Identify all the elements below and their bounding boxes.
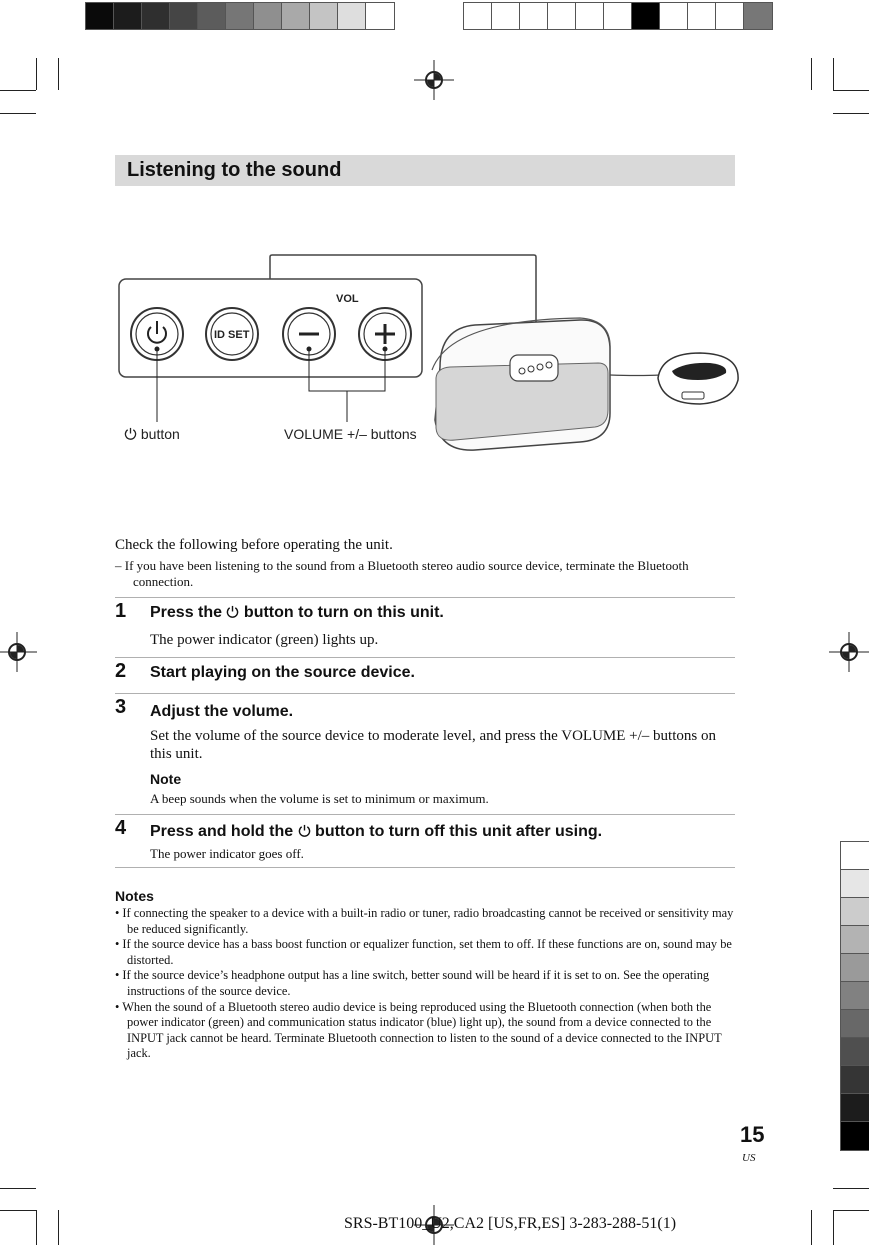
color-swatch bbox=[114, 3, 142, 29]
step-1 bbox=[115, 597, 735, 658]
color-swatch bbox=[744, 3, 772, 29]
color-swatch bbox=[338, 3, 366, 29]
note-item: • If the source device has a bass boost function or equalizer function, set them to off. If these functions are on, sound may be distorted. bbox=[115, 937, 732, 967]
power-button-caption-text: button bbox=[140, 426, 180, 442]
power-icon bbox=[124, 427, 137, 440]
step-heading: Press the button to turn on this unit. bbox=[150, 604, 444, 621]
intro-lead: Check the following before operating the unit. bbox=[115, 537, 393, 553]
step-body: Set the volume of the source device to moderate level, and press the VOLUME +/– buttons on this unit. bbox=[150, 728, 716, 762]
calibration-bar-right bbox=[463, 2, 773, 30]
print-footer: SRS-BT100_U2,CA2 [US,FR,ES] 3-283-288-51(1) bbox=[344, 1215, 677, 1232]
page-number: 15 bbox=[740, 1122, 765, 1147]
calibration-bar-left bbox=[85, 2, 395, 30]
step-number: 1 bbox=[115, 600, 127, 622]
speaker-unit bbox=[432, 318, 610, 450]
vol-label: VOL bbox=[336, 293, 359, 305]
color-swatch bbox=[841, 898, 869, 926]
note-item: • If connecting the speaker to a device with a built-in radio or tuner, radio broadcasting cannot be received or sensitivity may be reduced significantly. bbox=[115, 906, 734, 936]
step-number: 3 bbox=[115, 696, 127, 718]
color-swatch bbox=[576, 3, 604, 29]
steps-end-rule bbox=[115, 867, 735, 868]
step-heading: Press and hold the button to turn off this unit after using. bbox=[150, 823, 603, 840]
color-swatch bbox=[660, 3, 688, 29]
color-swatch bbox=[632, 3, 660, 29]
power-button-caption bbox=[124, 426, 180, 442]
color-swatch bbox=[841, 954, 869, 982]
color-swatch bbox=[716, 3, 744, 29]
registration-mark-right bbox=[829, 632, 869, 672]
volume-buttons-caption: VOLUME +/– buttons bbox=[284, 426, 417, 442]
color-swatch bbox=[492, 3, 520, 29]
color-swatch bbox=[604, 3, 632, 29]
registration-mark-top bbox=[414, 60, 454, 100]
step-number: 2 bbox=[115, 660, 127, 682]
speaker-illustration bbox=[110, 250, 760, 460]
color-swatch bbox=[841, 1066, 869, 1094]
color-swatch bbox=[841, 1094, 869, 1122]
color-swatch bbox=[282, 3, 310, 29]
section-title: Listening to the sound bbox=[115, 155, 735, 186]
color-swatch bbox=[841, 842, 869, 870]
step-note-text: A beep sounds when the volume is set to minimum or maximum. bbox=[150, 791, 489, 806]
step-4 bbox=[115, 814, 735, 868]
color-swatch bbox=[841, 870, 869, 898]
step-heading: Start playing on the source device. bbox=[150, 664, 415, 681]
power-icon bbox=[226, 605, 239, 618]
color-swatch bbox=[254, 3, 282, 29]
color-swatch bbox=[464, 3, 492, 29]
note-item: • If the source device’s headphone output has a line switch, better sound will be heard if it is set to on. See the operating instructions of the source device. bbox=[115, 968, 710, 998]
color-swatch bbox=[198, 3, 226, 29]
color-swatch bbox=[841, 1010, 869, 1038]
color-swatch bbox=[310, 3, 338, 29]
color-swatch bbox=[226, 3, 254, 29]
color-swatch bbox=[366, 3, 394, 29]
color-swatch bbox=[548, 3, 576, 29]
color-swatch bbox=[688, 3, 716, 29]
id-set-label: ID SET bbox=[214, 329, 250, 341]
step-2 bbox=[115, 657, 735, 694]
intro-dash-item: – If you have been listening to the sound from a Bluetooth stereo audio source device, terminate the Bluetooth connection. bbox=[115, 558, 689, 589]
step-note-label: Note bbox=[150, 771, 182, 787]
registration-mark-left bbox=[0, 632, 37, 672]
step-body: The power indicator (green) lights up. bbox=[150, 632, 379, 648]
calibration-bar-side bbox=[840, 841, 869, 1151]
color-swatch bbox=[86, 3, 114, 29]
id-set-button bbox=[206, 308, 258, 360]
intro bbox=[115, 537, 735, 590]
notes-list bbox=[115, 906, 737, 1062]
power-icon bbox=[298, 824, 311, 837]
page-region: US bbox=[742, 1152, 756, 1164]
color-swatch bbox=[170, 3, 198, 29]
dock-adapter bbox=[658, 353, 738, 404]
step-body: The power indicator goes off. bbox=[150, 846, 304, 861]
notes-title: Notes bbox=[115, 888, 154, 904]
color-swatch bbox=[142, 3, 170, 29]
color-swatch bbox=[841, 982, 869, 1010]
color-swatch bbox=[841, 926, 869, 954]
step-number: 4 bbox=[115, 817, 127, 839]
step-heading: Adjust the volume. bbox=[150, 703, 294, 720]
color-swatch bbox=[841, 1122, 869, 1150]
note-item: • When the sound of a Bluetooth stereo audio device is being reproduced using the Bluetooth connection (when both the power indicator (green) and communication status indicator (blue) light up), the sound from a device connected to the INPUT jack cannot be heard. Terminate Bluetooth connection to listen to the sound of a device connected to the INPUT jack. bbox=[115, 999, 722, 1061]
color-swatch bbox=[841, 1038, 869, 1066]
color-swatch bbox=[520, 3, 548, 29]
step-3 bbox=[115, 693, 735, 815]
